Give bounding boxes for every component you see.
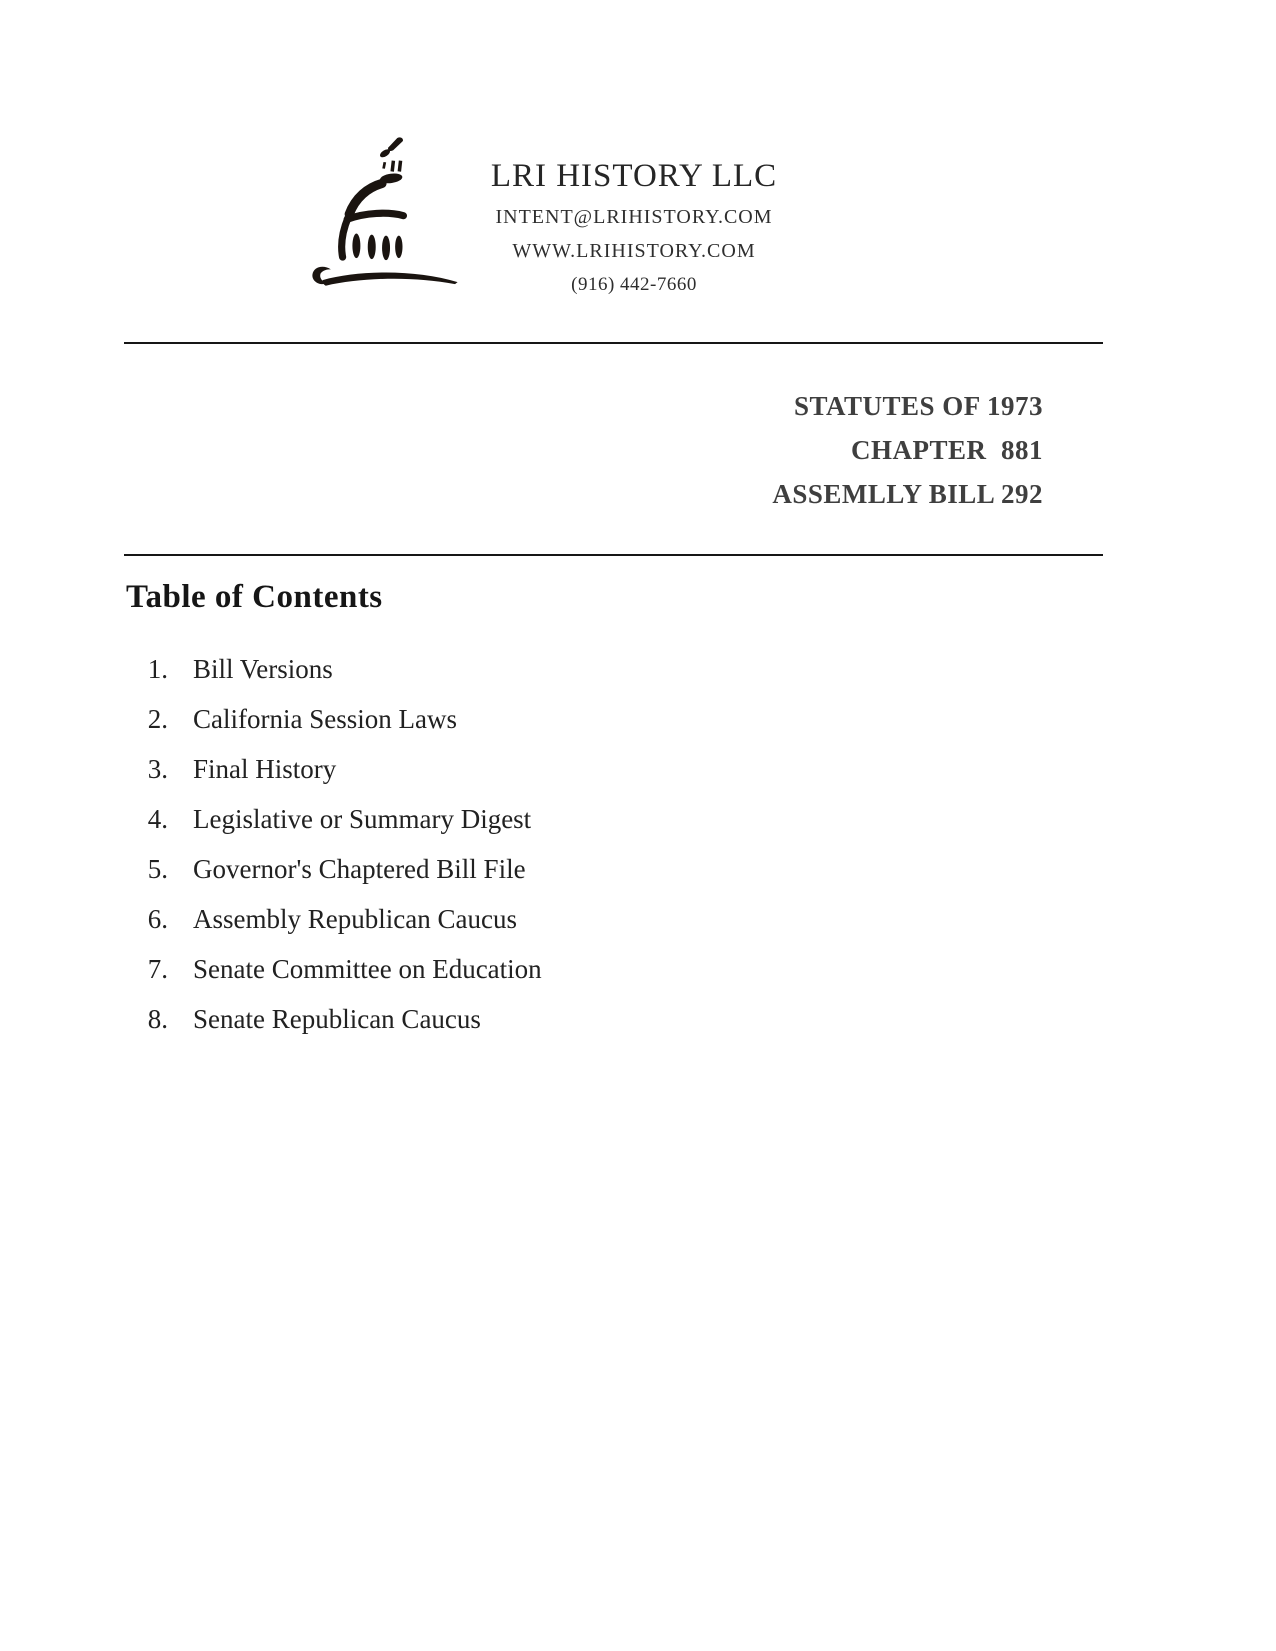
- company-name: LRI HISTORY LLC: [490, 158, 778, 194]
- chapter-line: CHAPTER 881: [850, 435, 1043, 465]
- email-address: INTENT@LRIHISTORY.COM: [495, 206, 773, 228]
- horizontal-rule-top: [124, 342, 1103, 344]
- letterhead-text: [434, 156, 834, 307]
- toc-item-label: California Session Laws: [193, 704, 457, 734]
- toc-item-number: 3.: [147, 754, 168, 784]
- toc-item-number: 4.: [147, 804, 168, 834]
- toc-item-number: 6.: [147, 904, 168, 934]
- toc-item: [124, 844, 542, 894]
- statute-reference-block: [772, 384, 1043, 516]
- toc-item: [124, 994, 542, 1044]
- toc-item-label: Bill Versions: [193, 654, 333, 684]
- toc-heading: Table of Contents: [126, 579, 383, 615]
- toc-item-label: Assembly Republican Caucus: [193, 904, 517, 934]
- toc-item-label: Legislative or Summary Digest: [193, 804, 532, 834]
- toc-item: [124, 894, 542, 944]
- toc-item-number: 5.: [147, 854, 168, 884]
- horizontal-rule-bottom: [124, 554, 1103, 556]
- toc-list: [124, 644, 542, 1044]
- website-url: WWW.LRIHISTORY.COM: [512, 240, 756, 262]
- toc-item-number: 2.: [147, 704, 168, 734]
- toc-item-label: Final History: [193, 754, 337, 784]
- toc-item: [124, 744, 542, 794]
- phone-number: (916) 442-7660: [571, 274, 697, 295]
- assembly-bill-line: ASSEMLLY BILL 292: [772, 479, 1043, 509]
- statutes-year-line: STATUTES OF 1973: [793, 391, 1043, 421]
- toc-item-label: Senate Committee on Education: [193, 954, 542, 984]
- toc-item: [124, 694, 542, 744]
- toc-item-label: Governor's Chaptered Bill File: [193, 854, 526, 884]
- toc-item: [124, 794, 542, 844]
- toc-item-number: 1.: [147, 654, 168, 684]
- toc-item-number: 7.: [147, 954, 168, 984]
- toc-item: [124, 644, 542, 694]
- toc-item-label: Senate Republican Caucus: [193, 1004, 481, 1034]
- toc-item: [124, 944, 542, 994]
- toc-item-number: 8.: [147, 1004, 168, 1034]
